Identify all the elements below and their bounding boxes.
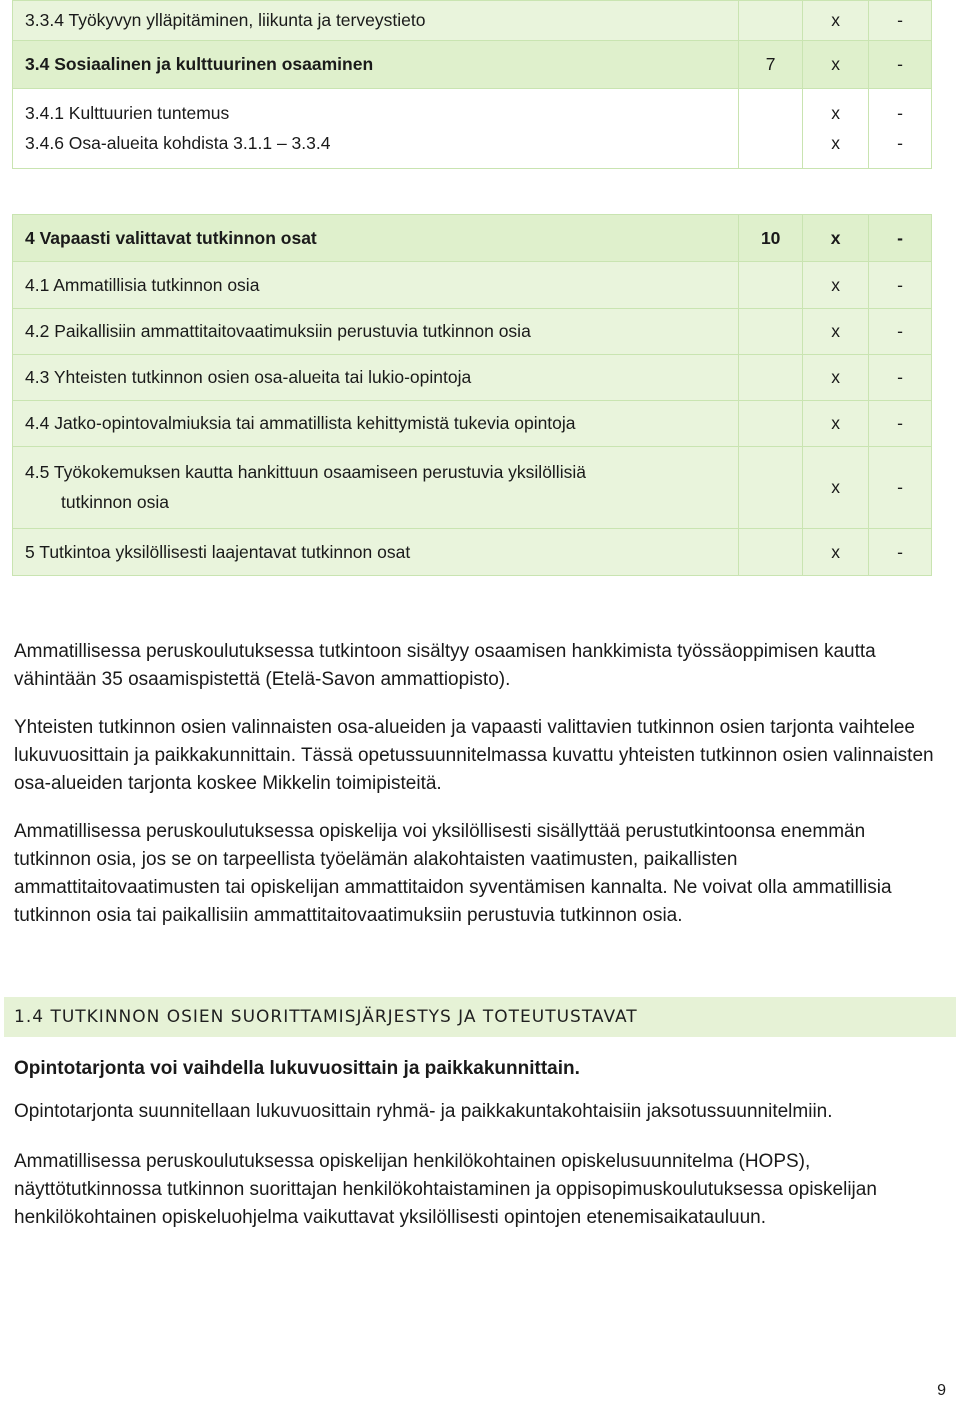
row-dash-value: - — [897, 102, 903, 123]
paragraph-planning: Opintotarjonta suunnitellaan lukuvuosittain ryhmä- ja paikkakuntakohtaisiin jaksotussuunnitelmiin. — [14, 1101, 833, 1122]
row-name: 4.3 Yhteisten tutkinnon osien osa-alueita tai lukio-opintoja — [13, 355, 739, 401]
row-points — [739, 309, 803, 355]
row-name-line: 3.4.1 Kulttuurien tuntemus — [25, 102, 230, 123]
row-points — [739, 1, 803, 41]
row-x: x — [803, 309, 869, 355]
section-subheading: Opintotarjonta voi vaihdella lukuvuosittain ja paikkakunnittain. — [14, 1058, 580, 1079]
row-points — [739, 529, 803, 576]
paragraph-offering: Yhteisten tutkinnon osien valinnaisten osa-alueiden ja vapaasti valittavien tutkinnon osien tarjonta vaihtelee lukuvuosittain ja paikkakunnittain. Tässä opetussuunnitelmassa kuvattu yhteisten tutkinnon osien valinnaisten osa-alueiden tarjonta koskee Mikkelin toimipisteitä. — [14, 717, 934, 794]
section-heading: 1.4 TUTKINNON OSIEN SUORITTAMISJÄRJESTYS JA TOTEUTUSTAVAT — [14, 1007, 638, 1027]
row-dash: - — [869, 401, 932, 447]
row-points — [739, 447, 803, 529]
row-dash — [869, 89, 932, 169]
row-dash: - — [869, 529, 932, 576]
row-dash: - — [869, 309, 932, 355]
row-name-line: 3.4.6 Osa-alueita kohdista 3.1.1 – 3.3.4 — [25, 132, 331, 153]
row-name-line: tutkinnon osia — [61, 491, 169, 512]
points-table-part1 — [12, 0, 932, 169]
table-row — [13, 262, 932, 309]
row-x: x — [803, 401, 869, 447]
row-points — [739, 401, 803, 447]
row-dash: - — [869, 355, 932, 401]
row-points: 10 — [739, 215, 803, 262]
row-x-value: x — [831, 102, 840, 123]
paragraph-schedule: Ammatillisessa peruskoulutuksessa opiskelijan henkilökohtainen opiskelusuunnitelma (HOPS), näyttötutkinnossa tutkinnon suorittajan henkilökohtaistaminen ja oppisopimuskoulutuksessa opiskelijan henkilökohtainen opiskeluohjelma vaikuttavat yksilöllisesti opintojen etenemisaikatauluun. — [14, 1151, 877, 1228]
row-name: 4.4 Jatko-opintovalmiuksia tai ammatillista kehittymistä tukevia opintoja — [13, 401, 739, 447]
page-number: 9 — [937, 1382, 946, 1399]
paragraph-extension: Ammatillisessa peruskoulutuksessa opiskelija voi yksilöllisesti sisällyttää perustutkintoonsa enemmän tutkinnon osia, jos se on tarpeellista työelämän alakohtaisten vaatimusten, paikallisten ammattitaitovaatimusten tai opiskelijan ammattitaidon syventämisen kannalta. Ne voivat olla ammatillisia tutkinnon osia tai paikallisiin ammattitaitovaatimuksiin perustuvia tutkinnon osia. — [14, 821, 892, 926]
row-x — [803, 89, 869, 169]
row-name-multi — [13, 447, 739, 529]
row-name: 4.2 Paikallisiin ammattitaitovaatimuksiin perustuvia tutkinnon osia — [13, 309, 739, 355]
table-row — [13, 41, 932, 89]
row-name: 3.4 Sosiaalinen ja kulttuurinen osaaminen — [13, 41, 739, 89]
row-name: 3.3.4 Työkyvyn ylläpitäminen, liikunta ja terveystieto — [13, 1, 739, 41]
table-row — [13, 447, 932, 529]
row-name: 4.1 Ammatillisia tutkinnon osia — [13, 262, 739, 309]
row-x: x — [803, 1, 869, 41]
table-row — [13, 309, 932, 355]
row-x: x — [803, 447, 869, 529]
row-dash: - — [869, 262, 932, 309]
row-name-multi — [13, 89, 739, 169]
row-x: x — [803, 215, 869, 262]
section-heading-bar — [4, 997, 956, 1037]
row-x: x — [803, 41, 869, 89]
table-row — [13, 89, 932, 169]
row-x-value: x — [831, 132, 840, 153]
row-dash-value: - — [897, 132, 903, 153]
row-points: 7 — [739, 41, 803, 89]
row-x: x — [803, 355, 869, 401]
row-points — [739, 89, 803, 169]
table-row — [13, 529, 932, 576]
row-points — [739, 262, 803, 309]
row-x: x — [803, 529, 869, 576]
table-row — [13, 401, 932, 447]
row-dash: - — [869, 447, 932, 529]
row-name: 4 Vapaasti valittavat tutkinnon osat — [13, 215, 739, 262]
row-points — [739, 355, 803, 401]
row-x: x — [803, 262, 869, 309]
points-table-part2 — [12, 214, 932, 576]
row-name: 5 Tutkintoa yksilöllisesti laajentavat tutkinnon osat — [13, 529, 739, 576]
table-row — [13, 355, 932, 401]
table-row — [13, 1, 932, 41]
row-dash: - — [869, 215, 932, 262]
row-dash: - — [869, 1, 932, 41]
table-row — [13, 215, 932, 262]
row-dash: - — [869, 41, 932, 89]
row-name-line: 4.5 Työkokemuksen kautta hankittuun osaamiseen perustuvia yksilöllisiä — [25, 461, 586, 482]
paragraph-work-learning: Ammatillisessa peruskoulutuksessa tutkintoon sisältyy osaamisen hankkimista työssäoppimisen kautta vähintään 35 osaamispistettä (Etelä-Savon ammattiopisto). — [14, 641, 876, 690]
